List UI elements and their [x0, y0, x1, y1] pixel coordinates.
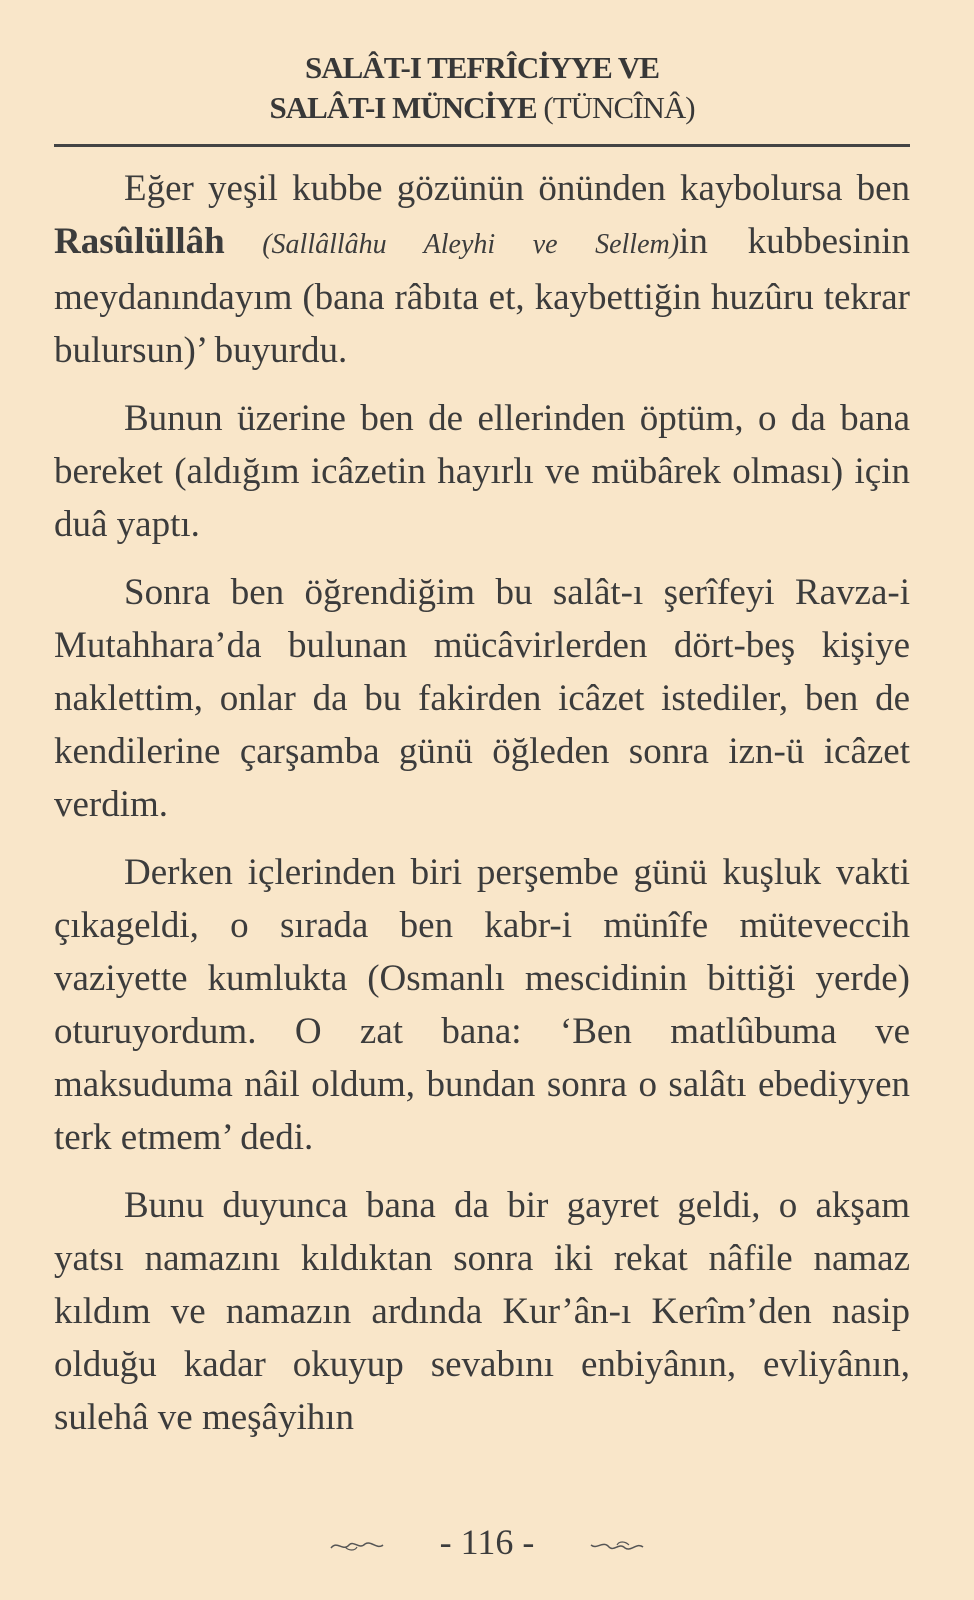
honorific: (Sallâllâhu Aleyhi ve Sellem): [224, 229, 680, 260]
running-header: [54, 48, 910, 128]
paragraph-1-text-b: in kubbesinin meydanındayım (bana râbıta et, kaybettiğin huzûru tekrar bulursun)’ buyurdu.: [54, 221, 910, 371]
header-line-1: SALÂT-I TEFRÎCİYYE VE: [305, 50, 659, 85]
header-rule: [54, 144, 910, 147]
ornament-left-icon: [327, 1536, 387, 1556]
header-line-2: [54, 88, 910, 128]
paragraph-2: Bunun üzerine ben de ellerinden öptüm, o da bana bereket (aldığım icâzetin hayırlı ve mübârek olması) için duâ yaptı.: [54, 398, 910, 545]
paragraph-4: Derken içlerinden biri perşembe günü kuşluk vakti çıkageldi, o sırada ben kabr-i münîfe müteveccih vaziyette kumlukta (Osmanlı mescidinin bittiği yerde) oturuyordum. O zat bana: ‘Ben matlûbuma ve maksuduma nâil oldum, bundan sonra o salâtı ebediyyen terk etmem’ dedi.: [54, 852, 910, 1158]
body-text: [54, 162, 910, 1459]
paragraph-1: [54, 162, 910, 377]
page-footer: [0, 1522, 974, 1562]
ornament-right-icon: [587, 1536, 647, 1556]
header-line-2-bold: SALÂT-I MÜNCİYE: [269, 90, 537, 125]
header-line-2-rest: (TÜNCÎNÂ): [536, 90, 695, 125]
paragraph-3: Sonra ben öğrendiğim bu salât-ı şerîfeyi Ravza-i Mutahhara’da bulunan mücâvirlerden dört-beş kişiye naklettim, onlar da bu fakirden icâzet istediler, ben de kendilerine çarşamba günü öğleden sonra izn-ü icâzet verdim.: [54, 572, 910, 825]
page-number: - 116 -: [439, 1522, 535, 1562]
rasulullah-name: Rasûlüllâh: [54, 221, 225, 262]
paragraph-5: Bunu duyunca bana da bir gayret geldi, o akşam yatsı namazını kıldıktan sonra iki rekat nâfile namaz kıldım ve namazın ardında Kur’ân-ı Kerîm’den nasip olduğu kadar okuyup sevabını enbiyânın, evliyânın, sulehâ ve meşâyihın: [54, 1185, 910, 1438]
paragraph-1-text-a: Eğer yeşil kubbe gözünün önünden kaybolursa ben: [124, 168, 910, 209]
